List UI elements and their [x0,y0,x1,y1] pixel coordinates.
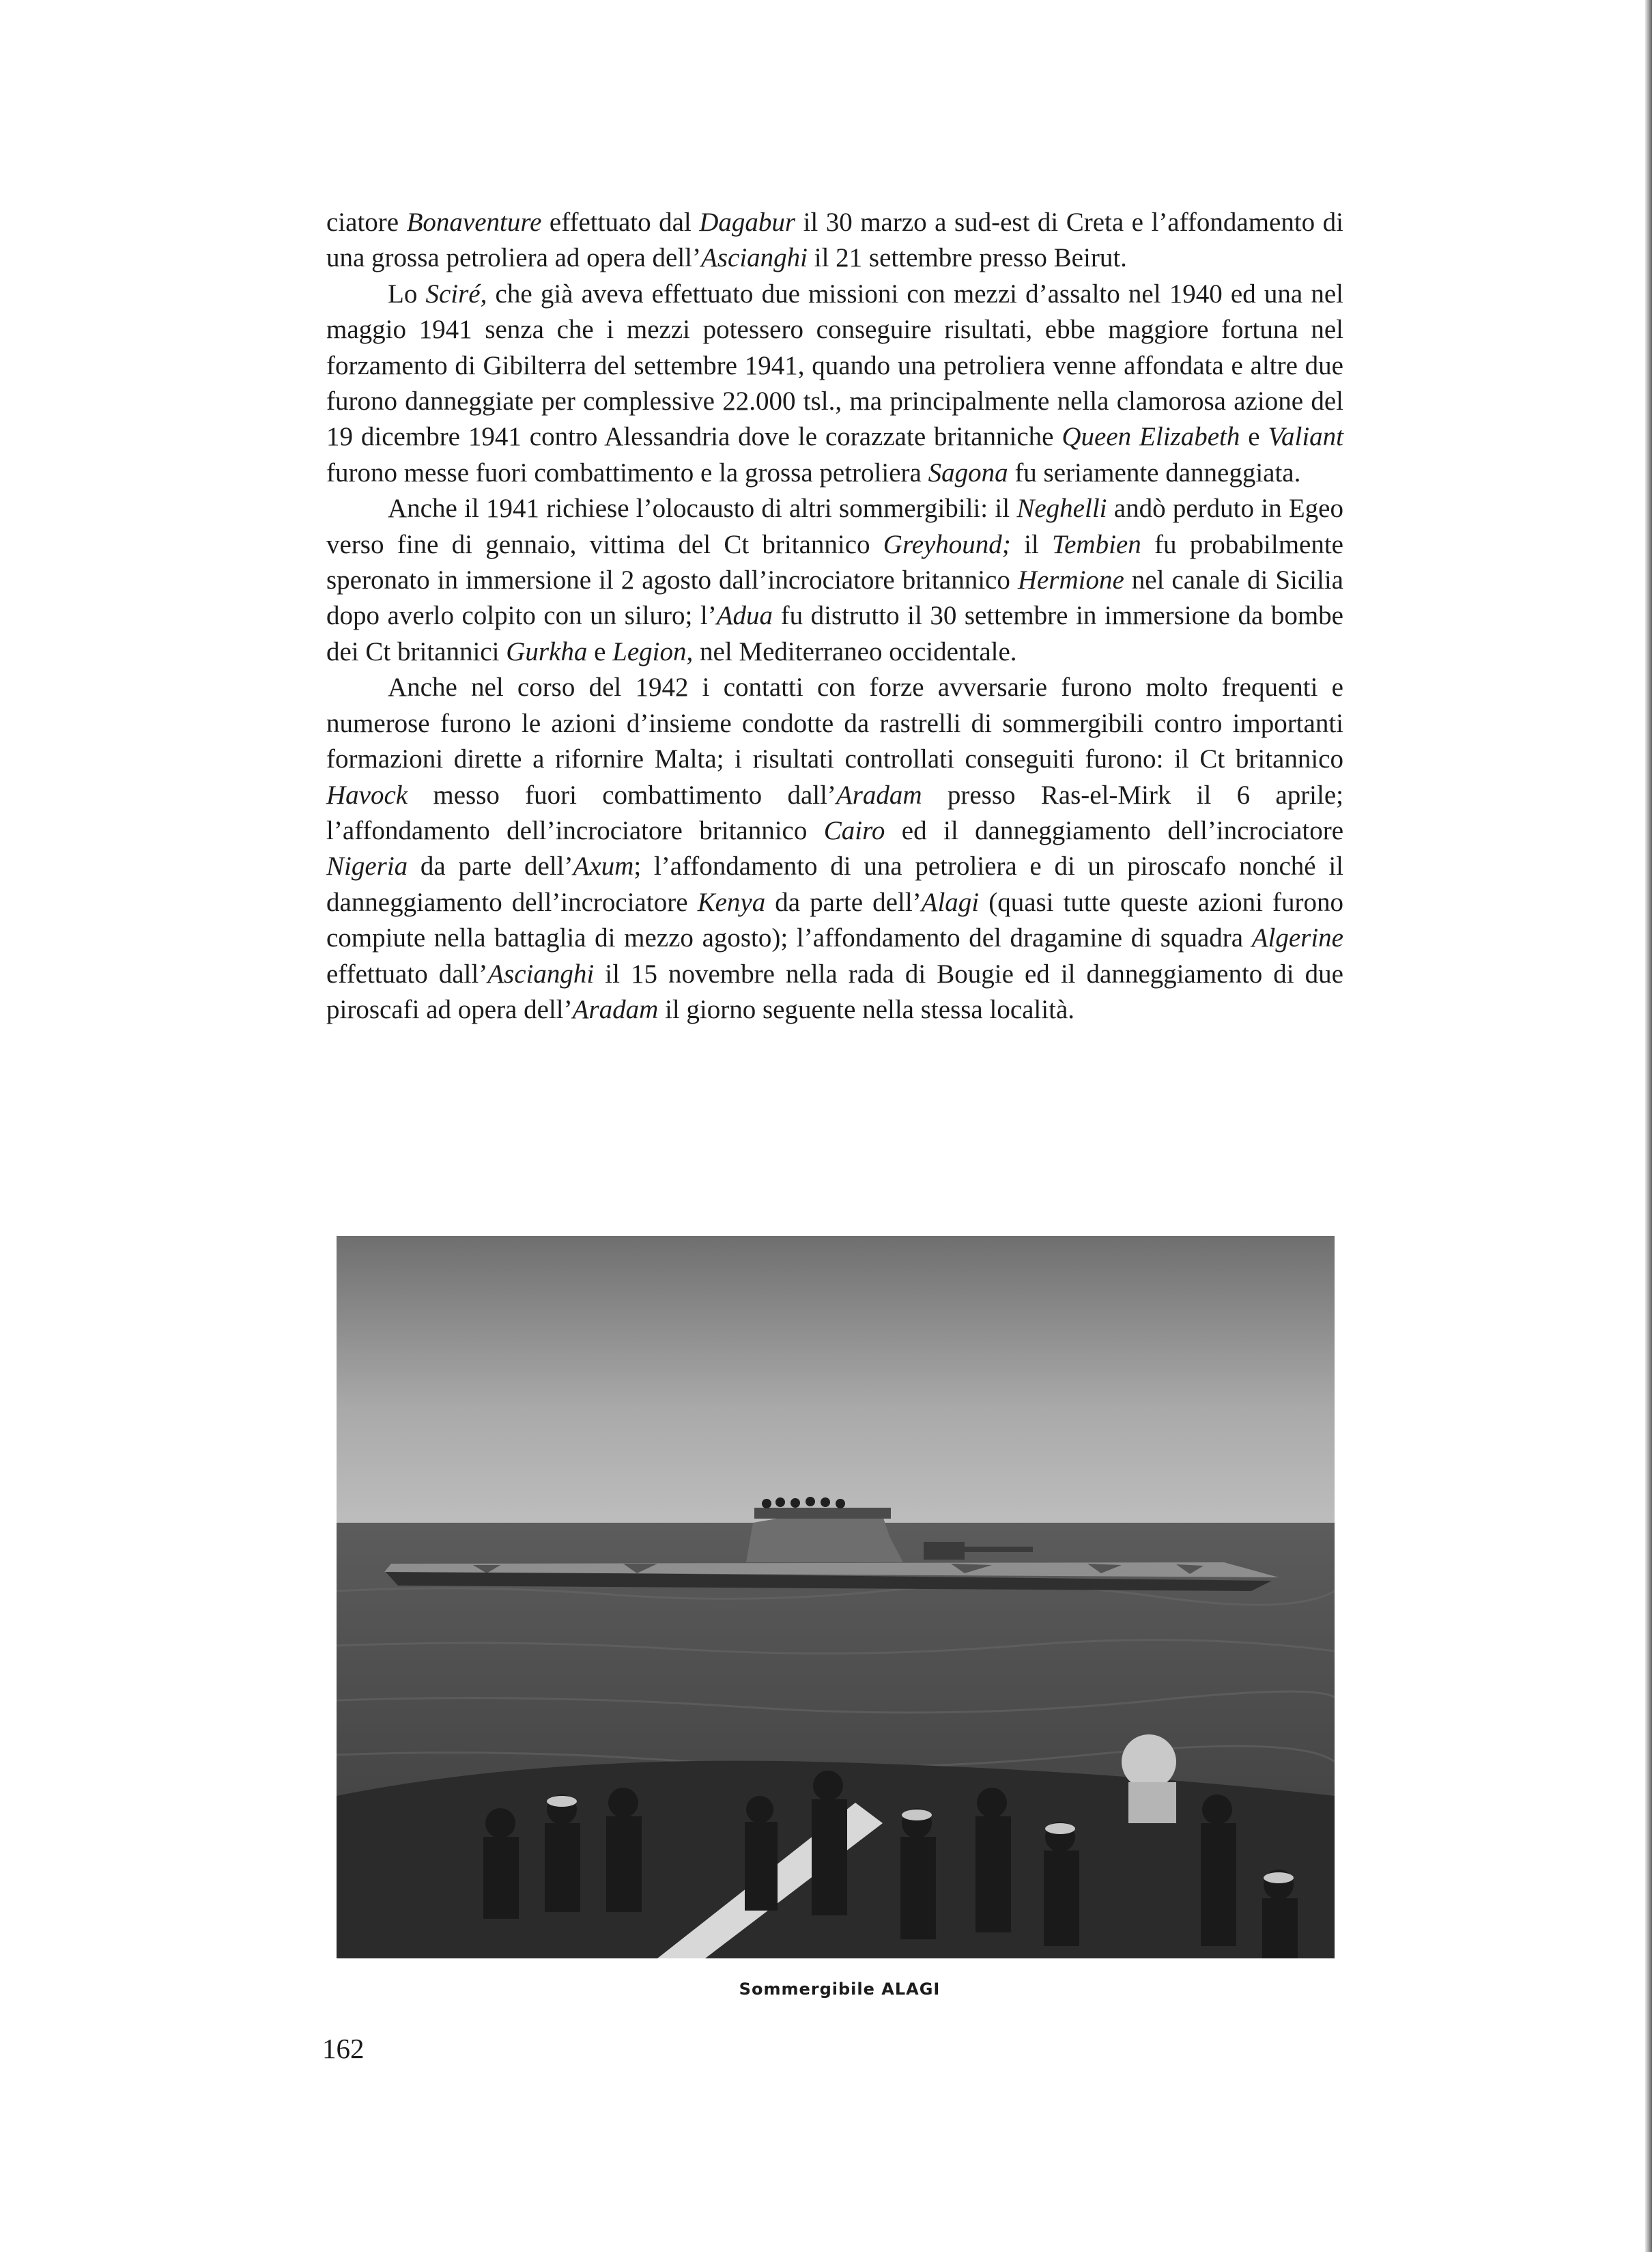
paragraph-4: Anche nel corso del 1942 i contatti con forze avversarie furono molto frequenti e numerose furono le azioni d’insieme condotte da rastrelli di sommergibili contro importanti formazioni dirette a rifornire Malta; i risultati controllati conseguiti furono: il Ct britannico Havock messo fuori combattimento dall’Aradam presso Ras-el-Mirk il 6 aprile; l’affondamento dell’incrociatore britannico Cairo ed il danneggiamento dell’incrociatore Nigeria da parte dell’Axum; l’affondamento di una petroliera e di un piroscafo nonché il danneggiamento dell’incrociatore Kenya da parte dell’Alagi (quasi tutte queste azioni furono compiute nella battaglia di mezzo agosto); l’affondamento del dragamine di squadra Algerine effettuato dall’Ascianghi il 15 novembre nella rada di Bougie ed il danneggiamento di due piroscafi ad opera dell’Aradam il giorno seguente nella stessa località. [326,673,1344,1024]
paragraph-3: Anche il 1941 richiese l’olocausto di altri sommergibili: il Neghelli andò perduto in Egeo verso fine di gennaio, vittima del Ct britannico Greyhound; il Tembien fu probabilmente speronato in immersione il 2 agosto dall’incrociatore britannico Hermione nel canale di Sicilia dopo averlo colpito con un siluro; l’Adua fu distrutto il 30 settembre in immersione da bombe dei Ct britannici Gurkha e Legion, nel Mediterraneo occidentale. [326,494,1343,666]
photo-caption: Sommergibile ALAGI [739,1980,941,1999]
paragraph-1: ciatore Bonaventure effettuato dal Dagabur il 30 marzo a sud-est di Creta e l’affondamento di una grossa petroliera ad opera dell’Ascianghi il 21 settembre presso Beirut. [326,208,1343,273]
page-edge [1645,0,1652,2252]
page-number: 162 [322,2033,365,2064]
body-text [326,205,1343,1028]
submarine-photo [337,1236,1335,1958]
paragraph-2: Lo Sciré, che già aveva effettuato due missioni con mezzi d’assalto nel 1940 ed una nel maggio 1941 senza che i mezzi potessero conseguire risultati, ebbe maggiore fortuna nel forzamento di Gibilterra del settembre 1941, quando una petroliera venne affondata e altre due furono danneggiate per complessive 22.000 tsl., ma principalmente nella clamorosa azione del 19 dicembre 1941 contro Alessandria dove le corazzate britanniche Queen Elizabeth e Valiant furono messe fuori combattimento e la grossa petroliera Sagona fu seriamente danneggiata. [326,279,1344,488]
